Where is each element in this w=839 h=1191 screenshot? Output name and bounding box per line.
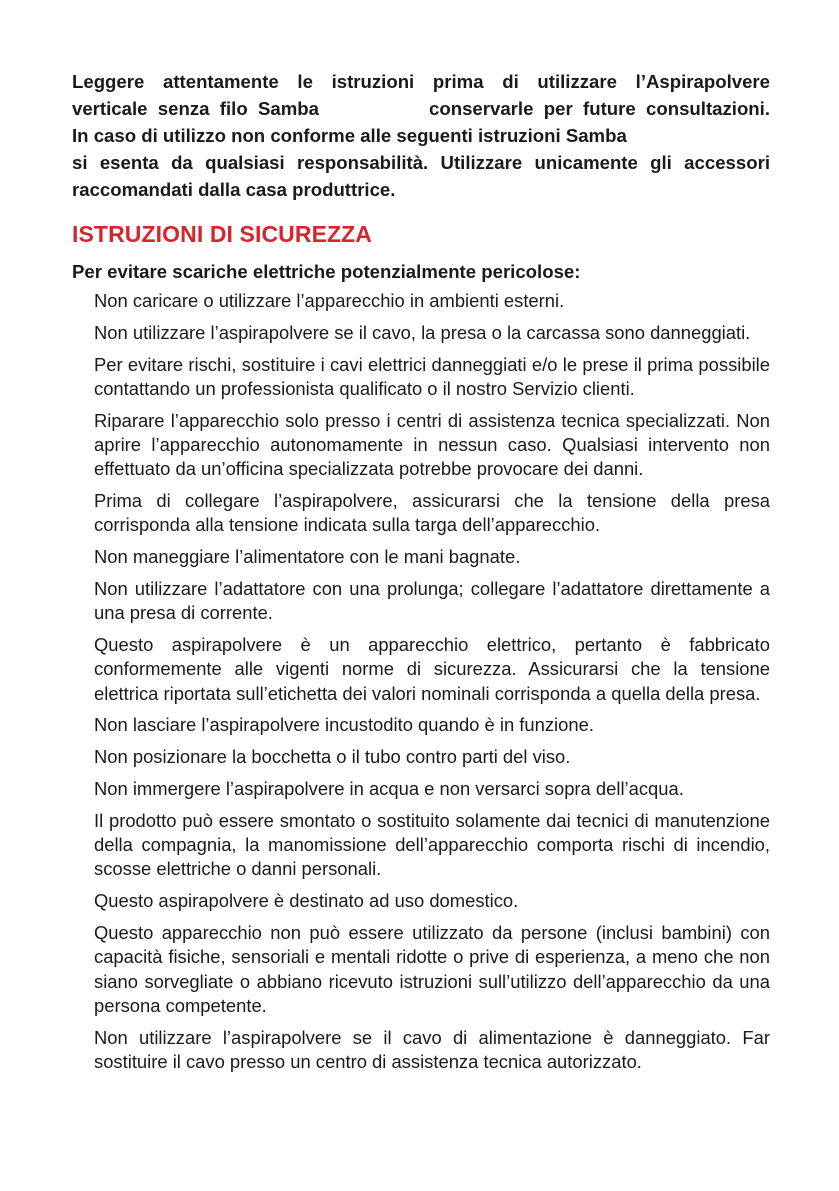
intro-line bbox=[72, 95, 770, 122]
list-item: Per evitare rischi, sostituire i cavi elettrici danneggiati e/o le prese il prima possibile contattando un professionista qualificato o il nostro Servizio clienti. bbox=[94, 353, 770, 399]
list-item: Riparare l’apparecchio solo presso i centri di assistenza tecnica specializzati. Non aprire l’apparecchio autonomamente in nessun caso. Qualsiasi intervento non effettuato da un’officina specializzata potrebbe provocare dei danni. bbox=[94, 409, 770, 480]
list-item: Questo apparecchio non può essere utilizzato da persone (inclusi bambini) con capacità fisiche, sensoriali e mentali ridotte o prive di esperienza, a meno che non siano sorvegliate o abbiano ricevuto istruzioni sull’utilizzo dell’apparecchio da una persona competente. bbox=[94, 922, 770, 1016]
list-item: Non caricare o utilizzare l’apparecchio in ambienti esterni. bbox=[94, 290, 565, 311]
document-page bbox=[72, 68, 770, 1082]
list-item: Questo aspirapolvere è destinato ad uso domestico. bbox=[94, 890, 519, 912]
intro-line-part: conservarle per future consultazioni. bbox=[429, 98, 770, 119]
intro-line: si esenta da qualsiasi responsabilità. Utilizzare unicamente gli accessori bbox=[72, 152, 770, 173]
intro-paragraph bbox=[72, 68, 770, 203]
intro-line: Leggere attentamente le istruzioni prima di utilizzare l’Aspirapolvere bbox=[72, 71, 770, 92]
list-item: Non immergere l’aspirapolvere in acqua e non versarci sopra dell’acqua. bbox=[94, 778, 684, 800]
section-subtitle: Per evitare scariche elettriche potenzialmente pericolose: bbox=[72, 261, 581, 282]
list-item: Il prodotto può essere smontato o sostituito solamente dai tecnici di manutenzione della compagnia, la manomissione dell’apparecchio comporta rischi di incendio, scosse elettriche o danni personali. bbox=[94, 809, 770, 880]
intro-line: In caso di utilizzo non conforme alle seguenti istruzioni Samba bbox=[72, 125, 627, 146]
list-item: Non utilizzare l’aspirapolvere se il cavo, la presa o la carcassa sono danneggiati. bbox=[94, 321, 751, 343]
intro-line: raccomandati dalla casa produttrice. bbox=[72, 179, 396, 200]
list-item: Non lasciare l’aspirapolvere incustodito quando è in funzione. bbox=[94, 714, 594, 736]
list-item: Non posizionare la bocchetta o il tubo contro parti del viso. bbox=[94, 746, 571, 768]
list-item: Questo aspirapolvere è un apparecchio elettrico, pertanto è fabbricato conformemente alle vigenti norme di sicurezza. Assicurarsi che la tensione elettrica riportata sull’etichetta dei valori nominali corrisponda a quella della presa. bbox=[94, 634, 770, 704]
list-item: Non maneggiare l’alimentatore con le mani bagnate. bbox=[94, 546, 521, 568]
list-item: Non utilizzare l’aspirapolvere se il cavo di alimentazione è danneggiato. Far sostituire il cavo presso un centro di assistenza tecnica autorizzato. bbox=[94, 1026, 770, 1073]
safety-list bbox=[72, 289, 770, 1074]
list-item: Non utilizzare l’adattatore con una prolunga; collegare l’adattatore direttamente a una presa di corrente. bbox=[94, 577, 770, 624]
intro-line-part: verticale senza filo Samba bbox=[72, 98, 320, 119]
list-item: Prima di collegare l’aspirapolvere, assicurarsi che la tensione della presa corrisponda alla tensione indicata sulla targa dell’apparecchio. bbox=[94, 490, 770, 536]
section-title: ISTRUZIONI DI SICUREZZA bbox=[72, 221, 373, 247]
